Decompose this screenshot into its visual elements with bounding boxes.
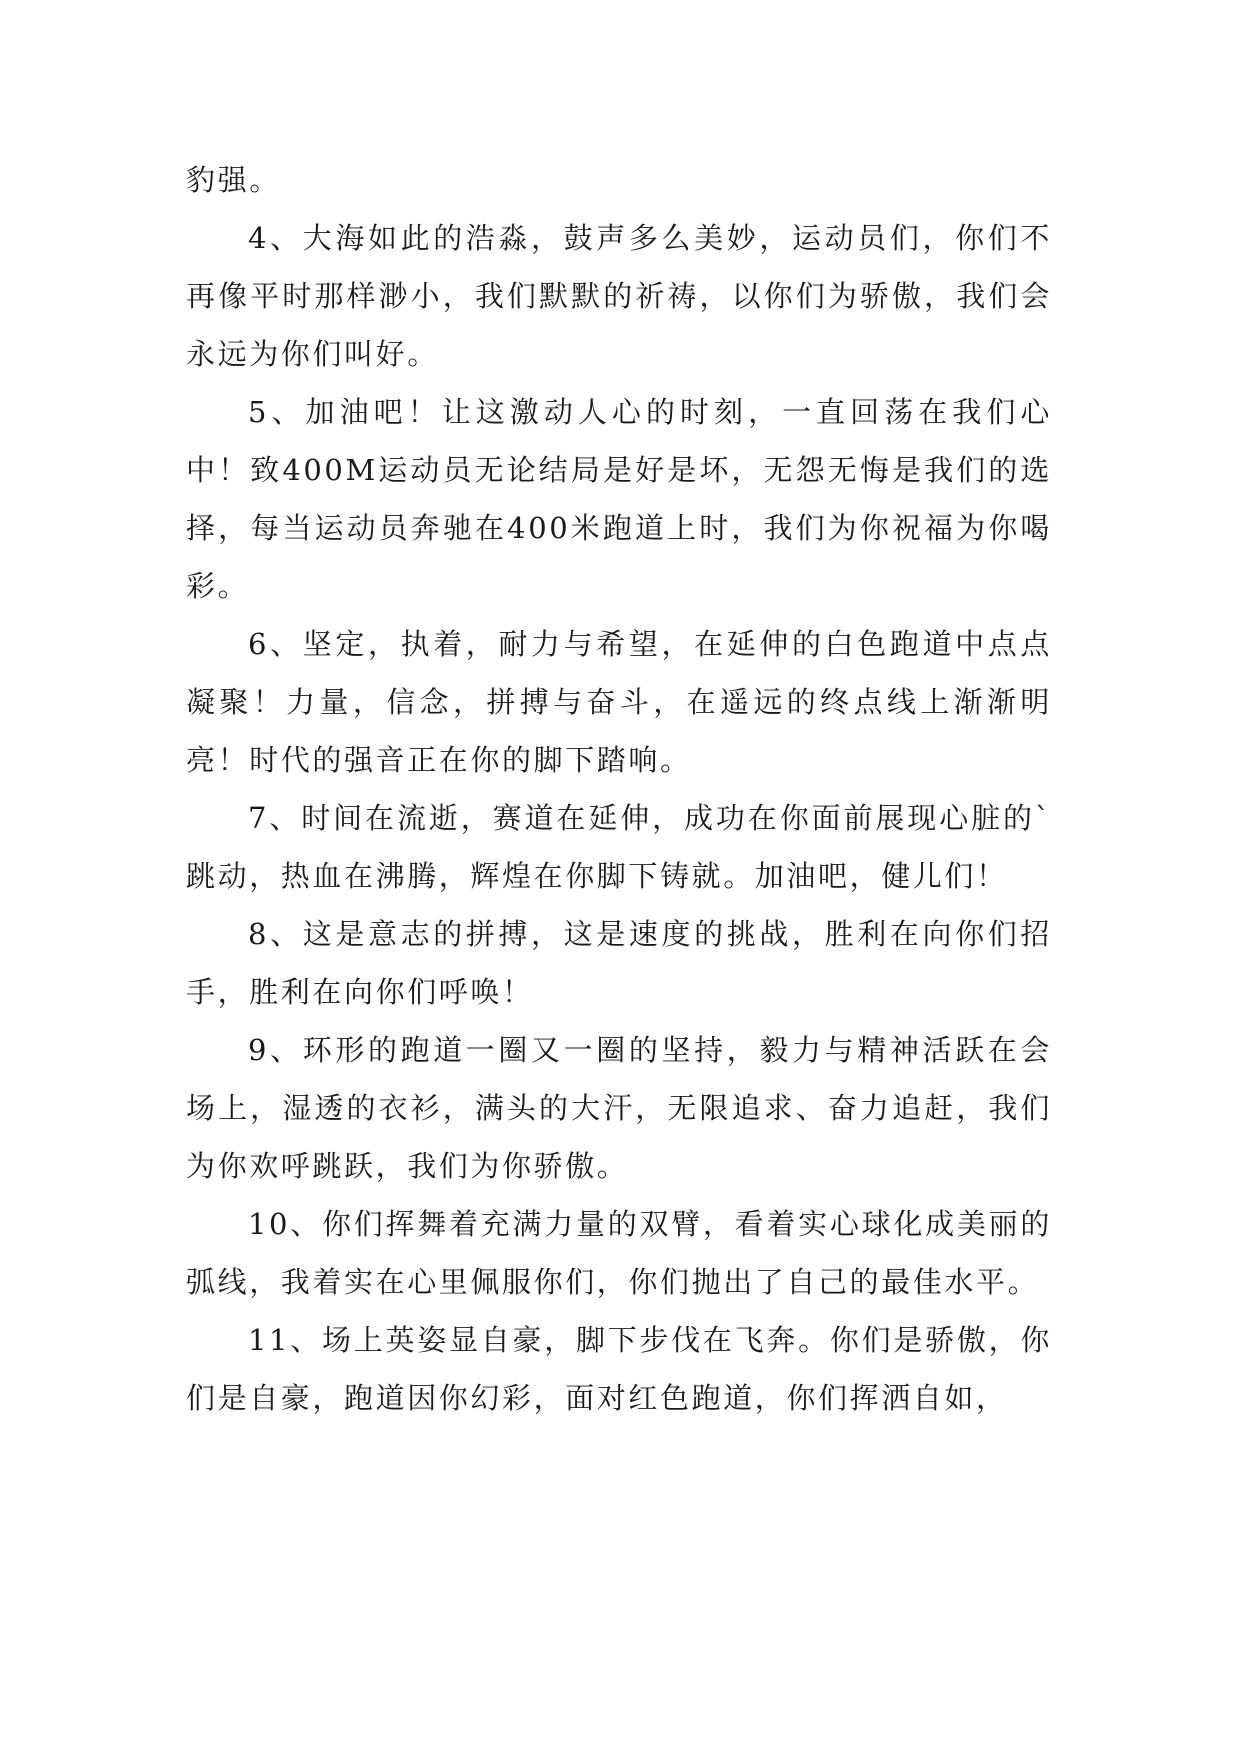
paragraph-7: 7、时间在流逝，赛道在延伸，成功在你面前展现心脏的`跳动，热血在沸腾，辉煌在你脚下铸就。加油吧，健儿们！ bbox=[186, 801, 1052, 893]
paragraph-10: 10、你们挥舞着充满力量的双臂，看着实心球化成美丽的弧线，我着实在心里佩服你们，你们抛出了自己的最佳水平。 bbox=[186, 1207, 1052, 1299]
paragraph-4: 4、大海如此的浩淼，鼓声多么美妙，运动员们，你们不再像平时那样渺小，我们默默的祈祷，以你们为骄傲，我们会永远为你们叫好。 bbox=[186, 221, 1052, 371]
paragraph-8: 8、这是意志的拼搏，这是速度的挑战，胜利在向你们招手，胜利在向你们呼唤！ bbox=[186, 917, 1052, 1009]
paragraph-continued: 豹强。 bbox=[186, 163, 281, 197]
document-body bbox=[186, 151, 1052, 1427]
paragraph-11: 11、场上英姿显自豪，脚下步伐在飞奔。你们是骄傲，你们是自豪，跑道因你幻彩，面对红色跑道，你们挥洒自如， bbox=[186, 1323, 1052, 1415]
paragraph-9: 9、环形的跑道一圈又一圈的坚持，毅力与精神活跃在会场上，湿透的衣衫，满头的大汗，无限追求、奋力追赶，我们为你欢呼跳跃，我们为你骄傲。 bbox=[186, 1033, 1052, 1183]
paragraph-5: 5、加油吧！让这激动人心的时刻，一直回荡在我们心中！致400M运动员无论结局是好是坏，无怨无悔是我们的选择，每当运动员奔驰在400米跑道上时，我们为你祝福为你喝彩。 bbox=[186, 395, 1052, 603]
paragraph-6: 6、坚定，执着，耐力与希望，在延伸的白色跑道中点点凝聚！力量，信念，拼搏与奋斗，在遥远的终点线上渐渐明亮！时代的强音正在你的脚下踏响。 bbox=[186, 627, 1052, 777]
